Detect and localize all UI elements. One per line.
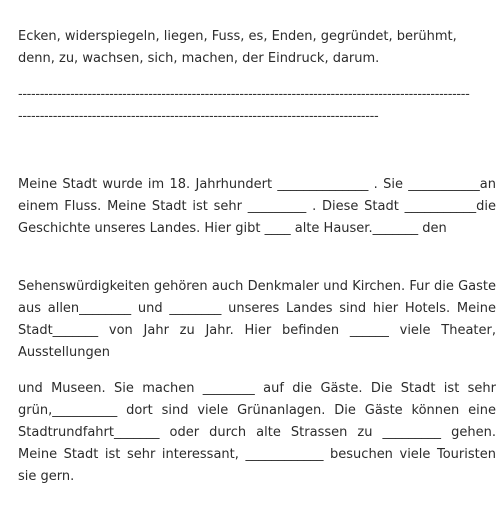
exercise-paragraph-2: Sehenswürdigkeiten gehören auch Denkmaler und Kirchen. Fur die Gaste aus allen________ und ________ unseres Landes sind hier Hotels. Meine Stadt_______ von Jahr zu Jahr. Hier befinden ______ viele Theater, Ausstellungen xyxy=(18,279,496,360)
exercise-paragraph-3: und Museen. Sie machen ________ auf die Gäste. Die Stadt ist sehr grün,__________ dort sind viele Grünanlagen. Die Gäste können eine Stadtrundfahrt_______ oder durch alte Strassen zu _________ gehen. Meine Stadt ist sehr interessant, ____________ besuchen viele Touristen sie gern. xyxy=(18,381,496,484)
exercise-paragraph-1: Meine Stadt wurde im 18. Jahrhundert ______________ . Sie ___________an einem Fluss. Meine Stadt ist sehr _________ . Diese Stadt ___________die Geschichte unseres Landes. Hier gibt ____ alte Hauser._______ den xyxy=(18,177,496,236)
dashed-separator: -------------------------------------------------------------------------------------------------------- ----------------------------------------------------------------------------------- xyxy=(18,87,470,124)
word-bank: Ecken, widerspiegeln, liegen, Fuss, es, Enden, gegründet, berühmt, denn, zu, wachsen, sich, machen, der Eindruck, darum. xyxy=(18,29,457,66)
